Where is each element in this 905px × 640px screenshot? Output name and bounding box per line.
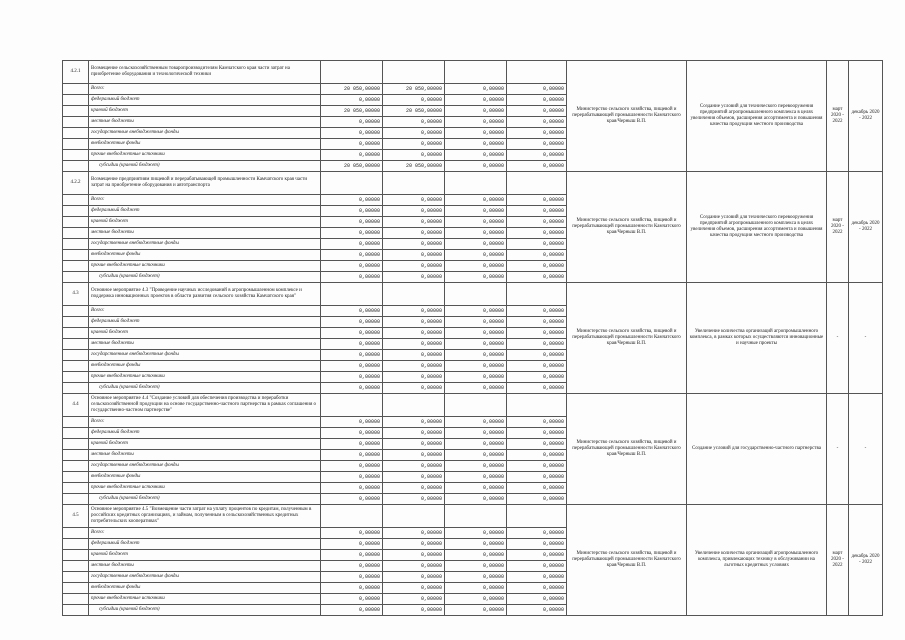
amount-cell: 0,00000 <box>321 550 383 561</box>
empty-cell <box>63 328 89 339</box>
amount-cell: 0,00000 <box>507 339 567 350</box>
empty-cell <box>63 217 89 228</box>
section-title: Основное мероприятие 4.5 "Возмещение части затрат на уплату процентов по кредитам, полученным в российских кредитных организациях, и займам, полученным в сельскохозяйственных кредитных потребительских кооперативах" <box>89 505 321 528</box>
funding-source-label: федеральный бюджет <box>89 206 321 217</box>
amount-cell: 0,00000 <box>383 217 445 228</box>
amount-cell: 0,00000 <box>445 84 507 95</box>
empty-cell <box>383 394 445 417</box>
responsible-executor: Министерство сельского хозяйства, пищевой и перерабатывающей промышленности Камчатского края/Черныш В.П. <box>567 172 687 283</box>
amount-cell: 0,00000 <box>321 128 383 139</box>
amount-cell: 0,00000 <box>321 339 383 350</box>
amount-cell: 0,00000 <box>507 383 567 394</box>
empty-cell <box>63 139 89 150</box>
amount-cell: 0,00000 <box>383 417 445 428</box>
amount-cell: 0,00000 <box>383 483 445 494</box>
end-date: - <box>849 283 883 394</box>
amount-cell: 0,00000 <box>383 206 445 217</box>
amount-cell: 0,00000 <box>507 461 567 472</box>
amount-cell: 0,00000 <box>445 339 507 350</box>
empty-cell <box>445 505 507 528</box>
funding-source-label: федеральный бюджет <box>89 539 321 550</box>
amount-cell: 0,00000 <box>383 361 445 372</box>
funding-source-label: Всего: <box>89 528 321 539</box>
funding-source-label: федеральный бюджет <box>89 317 321 328</box>
amount-cell: 0,00000 <box>383 594 445 605</box>
amount-cell: 0,00000 <box>321 594 383 605</box>
funding-source-label: краевой бюджет <box>89 550 321 561</box>
amount-cell: 0,00000 <box>445 161 507 172</box>
amount-cell: 0,00000 <box>445 206 507 217</box>
section-number: 4.4 <box>63 394 89 417</box>
empty-cell <box>63 272 89 283</box>
funding-source-label: федеральный бюджет <box>89 95 321 106</box>
amount-cell: 0,00000 <box>507 195 567 206</box>
amount-cell: 0,00000 <box>321 494 383 505</box>
amount-cell: 0,00000 <box>445 139 507 150</box>
amount-cell: 0,00000 <box>383 339 445 350</box>
amount-cell: 0,00000 <box>445 483 507 494</box>
amount-cell: 0,00000 <box>383 494 445 505</box>
empty-cell <box>63 428 89 439</box>
amount-cell: 0,00000 <box>383 605 445 616</box>
funding-source-label: внебюджетные фонды <box>89 139 321 150</box>
amount-cell: 0,00000 <box>445 583 507 594</box>
amount-cell: 0,00000 <box>321 117 383 128</box>
amount-cell: 0,00000 <box>507 272 567 283</box>
section-title-row <box>63 61 883 84</box>
funding-source-label: Всего: <box>89 306 321 317</box>
funding-source-label: внебюджетные фонды <box>89 472 321 483</box>
funding-source-label: краевой бюджет <box>89 439 321 450</box>
amount-cell: 0,00000 <box>321 605 383 616</box>
amount-cell: 0,00000 <box>383 306 445 317</box>
funding-source-label: государственные внебюджетные фонды <box>89 350 321 361</box>
empty-cell <box>63 228 89 239</box>
amount-cell: 0,00000 <box>445 528 507 539</box>
end-date: декабрь 2020 - 2022 <box>849 505 883 616</box>
amount-cell: 0,00000 <box>507 128 567 139</box>
empty-cell <box>63 594 89 605</box>
amount-cell: 0,00000 <box>445 494 507 505</box>
section-number: 4.5 <box>63 505 89 528</box>
section-title: Возмещение сельскохозяйственным товаропроизводителям Камчатского края части затрат на приобретение оборудования и технологической техники <box>89 61 321 84</box>
section-title: Основное мероприятие 4.3 "Проведение научных исследований в агропромышленном комплексе и поддержка инновационных проектов в области развития сельского хозяйства Камчатского края" <box>89 283 321 306</box>
amount-cell: 0,00000 <box>507 372 567 383</box>
amount-cell: 0,00000 <box>383 372 445 383</box>
amount-cell: 0,00000 <box>445 272 507 283</box>
empty-cell <box>507 505 567 528</box>
empty-cell <box>63 84 89 95</box>
end-date: декабрь 2020 - 2022 <box>849 61 883 172</box>
empty-cell <box>383 283 445 306</box>
amount-cell: 0,00000 <box>445 317 507 328</box>
amount-cell: 0,00000 <box>445 306 507 317</box>
amount-cell: 0,00000 <box>321 272 383 283</box>
amount-cell: 0,00000 <box>507 583 567 594</box>
amount-cell: 0,00000 <box>445 328 507 339</box>
amount-cell: 0,00000 <box>383 572 445 583</box>
amount-cell: 0,00000 <box>383 95 445 106</box>
amount-cell: 0,00000 <box>445 239 507 250</box>
responsible-executor: Министерство сельского хозяйства, пищевой и перерабатывающей промышленности Камчатского края/Черныш В.П. <box>567 283 687 394</box>
funding-source-label: субсидии (краевой бюджет) <box>89 161 321 172</box>
amount-cell: 0,00000 <box>507 206 567 217</box>
end-date: - <box>849 394 883 505</box>
responsible-executor: Министерство сельского хозяйства, пищевой и перерабатывающей промышленности Камчатского края/Черныш В.П. <box>567 61 687 172</box>
amount-cell: 0,00000 <box>445 594 507 605</box>
start-date: - <box>827 283 849 394</box>
start-date: март 2020 - 2022 <box>827 505 849 616</box>
funding-source-label: государственные внебюджетные фонды <box>89 239 321 250</box>
amount-cell: 0,00000 <box>445 106 507 117</box>
funding-source-label: внебюджетные фонды <box>89 583 321 594</box>
responsible-executor: Министерство сельского хозяйства, пищевой и перерабатывающей промышленности Камчатского края/Черныш В.П. <box>567 505 687 616</box>
amount-cell: 0,00000 <box>507 239 567 250</box>
amount-cell: 0,00000 <box>321 439 383 450</box>
amount-cell: 0,00000 <box>507 84 567 95</box>
amount-cell: 0,00000 <box>445 428 507 439</box>
amount-cell: 0,00000 <box>383 128 445 139</box>
amount-cell: 0,00000 <box>507 605 567 616</box>
amount-cell: 0,00000 <box>445 250 507 261</box>
amount-cell: 0,00000 <box>383 539 445 550</box>
amount-cell: 0,00000 <box>507 228 567 239</box>
empty-cell <box>63 306 89 317</box>
amount-cell: 0,00000 <box>507 361 567 372</box>
funding-source-label: местные бюджеты <box>89 339 321 350</box>
amount-cell: 0,00000 <box>445 461 507 472</box>
funding-source-label: федеральный бюджет <box>89 428 321 439</box>
funding-source-label: прочие внебюджетные источники <box>89 594 321 605</box>
empty-cell <box>507 61 567 84</box>
budget-table <box>62 60 883 616</box>
section-title-row <box>63 172 883 195</box>
amount-cell: 0,00000 <box>507 594 567 605</box>
empty-cell <box>63 350 89 361</box>
empty-cell <box>321 283 383 306</box>
amount-cell: 0,00000 <box>383 450 445 461</box>
amount-cell: 0,00000 <box>383 228 445 239</box>
amount-cell: 0,00000 <box>383 250 445 261</box>
amount-cell: 0,00000 <box>321 328 383 339</box>
amount-cell: 0,00000 <box>383 383 445 394</box>
expected-result: Увеличение количества организаций агропромышленного комплекса, в рамках которых осуществляются инновационные и научные проекты <box>687 283 827 394</box>
section-title-row <box>63 505 883 528</box>
section-number: 4.3 <box>63 283 89 306</box>
empty-cell <box>63 461 89 472</box>
amount-cell: 20 050,00000 <box>383 84 445 95</box>
empty-cell <box>63 417 89 428</box>
amount-cell: 0,00000 <box>507 150 567 161</box>
amount-cell: 0,00000 <box>507 139 567 150</box>
section-title-row <box>63 283 883 306</box>
empty-cell <box>63 339 89 350</box>
amount-cell: 0,00000 <box>445 539 507 550</box>
empty-cell <box>63 539 89 550</box>
amount-cell: 0,00000 <box>383 461 445 472</box>
amount-cell: 0,00000 <box>321 383 383 394</box>
section-title: Основное мероприятие 4.4 "Создание условий для обеспечения производства и переработки сельскохозяйственной продукции на основе государственно-частного партнерства в рамках соглашения о государственно-частном партнерстве" <box>89 394 321 417</box>
amount-cell: 0,00000 <box>321 150 383 161</box>
funding-source-label: внебюджетные фонды <box>89 250 321 261</box>
funding-source-label: субсидии (краевой бюджет) <box>89 383 321 394</box>
start-date: - <box>827 394 849 505</box>
empty-cell <box>321 394 383 417</box>
empty-cell <box>63 528 89 539</box>
responsible-executor: Министерство сельского хозяйства, пищевой и перерабатывающей промышленности Камчатского края/Черныш В.П. <box>567 394 687 505</box>
empty-cell <box>63 383 89 394</box>
funding-source-label: Всего: <box>89 84 321 95</box>
empty-cell <box>445 172 507 195</box>
amount-cell: 0,00000 <box>445 261 507 272</box>
funding-source-label: государственные внебюджетные фонды <box>89 128 321 139</box>
empty-cell <box>63 450 89 461</box>
funding-source-label: прочие внебюджетные источники <box>89 150 321 161</box>
amount-cell: 20 050,00000 <box>321 84 383 95</box>
amount-cell: 0,00000 <box>321 483 383 494</box>
amount-cell: 0,00000 <box>321 539 383 550</box>
funding-source-label: субсидии (краевой бюджет) <box>89 272 321 283</box>
expected-result: Увеличение количества организаций агропромышленного комплекса, привлекающих технику в обслуживании на льготных кредитных условиях <box>687 505 827 616</box>
amount-cell: 0,00000 <box>507 472 567 483</box>
amount-cell: 0,00000 <box>321 350 383 361</box>
empty-cell <box>383 61 445 84</box>
amount-cell: 0,00000 <box>445 361 507 372</box>
amount-cell: 0,00000 <box>507 161 567 172</box>
empty-cell <box>445 283 507 306</box>
amount-cell: 0,00000 <box>445 472 507 483</box>
amount-cell: 0,00000 <box>445 195 507 206</box>
amount-cell: 0,00000 <box>321 572 383 583</box>
amount-cell: 0,00000 <box>507 494 567 505</box>
amount-cell: 0,00000 <box>445 372 507 383</box>
empty-cell <box>63 317 89 328</box>
amount-cell: 0,00000 <box>321 228 383 239</box>
empty-cell <box>63 561 89 572</box>
amount-cell: 0,00000 <box>321 95 383 106</box>
amount-cell: 0,00000 <box>507 106 567 117</box>
amount-cell: 0,00000 <box>321 239 383 250</box>
funding-source-label: субсидии (краевой бюджет) <box>89 605 321 616</box>
empty-cell <box>63 117 89 128</box>
empty-cell <box>63 161 89 172</box>
funding-source-label: местные бюджеты <box>89 228 321 239</box>
amount-cell: 0,00000 <box>321 561 383 572</box>
amount-cell: 0,00000 <box>507 483 567 494</box>
empty-cell <box>507 394 567 417</box>
amount-cell: 0,00000 <box>321 450 383 461</box>
funding-source-label: субсидии (краевой бюджет) <box>89 494 321 505</box>
amount-cell: 0,00000 <box>321 195 383 206</box>
empty-cell <box>507 172 567 195</box>
amount-cell: 0,00000 <box>445 561 507 572</box>
amount-cell: 0,00000 <box>445 350 507 361</box>
amount-cell: 20 050,00000 <box>321 106 383 117</box>
empty-cell <box>63 494 89 505</box>
amount-cell: 0,00000 <box>383 239 445 250</box>
empty-cell <box>445 61 507 84</box>
amount-cell: 0,00000 <box>445 450 507 461</box>
section-title-row <box>63 394 883 417</box>
amount-cell: 0,00000 <box>507 95 567 106</box>
amount-cell: 0,00000 <box>383 561 445 572</box>
amount-cell: 0,00000 <box>507 328 567 339</box>
amount-cell: 20 050,00000 <box>383 106 445 117</box>
funding-source-label: краевой бюджет <box>89 217 321 228</box>
empty-cell <box>63 128 89 139</box>
amount-cell: 0,00000 <box>445 439 507 450</box>
amount-cell: 0,00000 <box>321 206 383 217</box>
amount-cell: 0,00000 <box>445 550 507 561</box>
amount-cell: 0,00000 <box>321 317 383 328</box>
funding-source-label: прочие внебюджетные источники <box>89 483 321 494</box>
empty-cell <box>63 95 89 106</box>
amount-cell: 0,00000 <box>321 528 383 539</box>
amount-cell: 0,00000 <box>383 428 445 439</box>
empty-cell <box>321 172 383 195</box>
empty-cell <box>63 572 89 583</box>
section-title: Возмещение предприятиям пищевой и перерабатывающей промышленности Камчатского края части затрат на приобретение оборудования и автотранспорта <box>89 172 321 195</box>
amount-cell: 0,00000 <box>445 605 507 616</box>
end-date: декабрь 2020 - 2022 <box>849 172 883 283</box>
amount-cell: 0,00000 <box>321 461 383 472</box>
amount-cell: 0,00000 <box>383 317 445 328</box>
amount-cell: 0,00000 <box>507 450 567 461</box>
funding-source-label: прочие внебюджетные источники <box>89 261 321 272</box>
expected-result: Создание условий для технического перевооружения предприятий агропромышленного комплекса в целях увеличения объемов, расширения ассортимента и повышения качества продукции местного производства <box>687 172 827 283</box>
start-date: март 2020 - 2022 <box>827 61 849 172</box>
empty-cell <box>63 583 89 594</box>
empty-cell <box>321 505 383 528</box>
amount-cell: 0,00000 <box>321 372 383 383</box>
amount-cell: 0,00000 <box>445 383 507 394</box>
expected-result: Создание условий для государственно-частного партнерства <box>687 394 827 505</box>
amount-cell: 20 050,00000 <box>321 161 383 172</box>
empty-cell <box>63 206 89 217</box>
amount-cell: 0,00000 <box>445 95 507 106</box>
funding-source-label: местные бюджеты <box>89 450 321 461</box>
amount-cell: 0,00000 <box>321 472 383 483</box>
amount-cell: 0,00000 <box>507 439 567 450</box>
empty-cell <box>63 472 89 483</box>
amount-cell: 0,00000 <box>383 328 445 339</box>
amount-cell: 0,00000 <box>383 472 445 483</box>
funding-source-label: Всего: <box>89 417 321 428</box>
empty-cell <box>63 239 89 250</box>
amount-cell: 0,00000 <box>445 572 507 583</box>
funding-source-label: краевой бюджет <box>89 328 321 339</box>
amount-cell: 0,00000 <box>321 139 383 150</box>
amount-cell: 0,00000 <box>507 350 567 361</box>
amount-cell: 0,00000 <box>383 139 445 150</box>
amount-cell: 0,00000 <box>507 561 567 572</box>
funding-source-label: Всего: <box>89 195 321 206</box>
amount-cell: 0,00000 <box>383 528 445 539</box>
amount-cell: 0,00000 <box>321 417 383 428</box>
amount-cell: 0,00000 <box>445 117 507 128</box>
amount-cell: 0,00000 <box>507 428 567 439</box>
amount-cell: 0,00000 <box>383 150 445 161</box>
amount-cell: 0,00000 <box>383 272 445 283</box>
funding-source-label: местные бюджеты <box>89 561 321 572</box>
section-number: 4.2.2 <box>63 172 89 195</box>
amount-cell: 0,00000 <box>507 117 567 128</box>
empty-cell <box>383 505 445 528</box>
amount-cell: 0,00000 <box>383 261 445 272</box>
amount-cell: 0,00000 <box>445 150 507 161</box>
start-date: март 2020 - 2022 <box>827 172 849 283</box>
amount-cell: 0,00000 <box>445 228 507 239</box>
amount-cell: 0,00000 <box>321 361 383 372</box>
funding-source-label: государственные внебюджетные фонды <box>89 572 321 583</box>
empty-cell <box>383 172 445 195</box>
amount-cell: 0,00000 <box>383 350 445 361</box>
empty-cell <box>63 250 89 261</box>
amount-cell: 0,00000 <box>507 306 567 317</box>
amount-cell: 0,00000 <box>321 217 383 228</box>
empty-cell <box>63 361 89 372</box>
amount-cell: 0,00000 <box>445 417 507 428</box>
amount-cell: 0,00000 <box>383 550 445 561</box>
amount-cell: 0,00000 <box>507 317 567 328</box>
amount-cell: 20 050,00000 <box>383 161 445 172</box>
empty-cell <box>63 261 89 272</box>
empty-cell <box>63 483 89 494</box>
amount-cell: 0,00000 <box>383 583 445 594</box>
amount-cell: 0,00000 <box>507 261 567 272</box>
amount-cell: 0,00000 <box>321 250 383 261</box>
amount-cell: 0,00000 <box>383 439 445 450</box>
empty-cell <box>445 394 507 417</box>
table-body <box>63 61 883 616</box>
funding-source-label: государственные внебюджетные фонды <box>89 461 321 472</box>
empty-cell <box>321 61 383 84</box>
amount-cell: 0,00000 <box>383 195 445 206</box>
amount-cell: 0,00000 <box>321 428 383 439</box>
amount-cell: 0,00000 <box>507 572 567 583</box>
amount-cell: 0,00000 <box>321 261 383 272</box>
amount-cell: 0,00000 <box>507 539 567 550</box>
empty-cell <box>507 283 567 306</box>
empty-cell <box>63 550 89 561</box>
amount-cell: 0,00000 <box>507 417 567 428</box>
amount-cell: 0,00000 <box>321 583 383 594</box>
amount-cell: 0,00000 <box>445 217 507 228</box>
funding-source-label: прочие внебюджетные источники <box>89 372 321 383</box>
amount-cell: 0,00000 <box>445 128 507 139</box>
empty-cell <box>63 106 89 117</box>
expected-result: Создание условий для технического перевооружения предприятий агропромышленного комплекса в целях увеличения объемов, расширения ассортимента и повышения качества продукции местного производства <box>687 61 827 172</box>
amount-cell: 0,00000 <box>507 528 567 539</box>
amount-cell: 0,00000 <box>507 250 567 261</box>
amount-cell: 0,00000 <box>321 306 383 317</box>
amount-cell: 0,00000 <box>383 117 445 128</box>
funding-source-label: краевой бюджет <box>89 106 321 117</box>
empty-cell <box>63 195 89 206</box>
empty-cell <box>63 372 89 383</box>
empty-cell <box>63 150 89 161</box>
funding-source-label: внебюджетные фонды <box>89 361 321 372</box>
section-number: 4.2.1 <box>63 61 89 84</box>
empty-cell <box>63 605 89 616</box>
funding-source-label: местные бюджеты <box>89 117 321 128</box>
amount-cell: 0,00000 <box>507 550 567 561</box>
amount-cell: 0,00000 <box>507 217 567 228</box>
empty-cell <box>63 439 89 450</box>
